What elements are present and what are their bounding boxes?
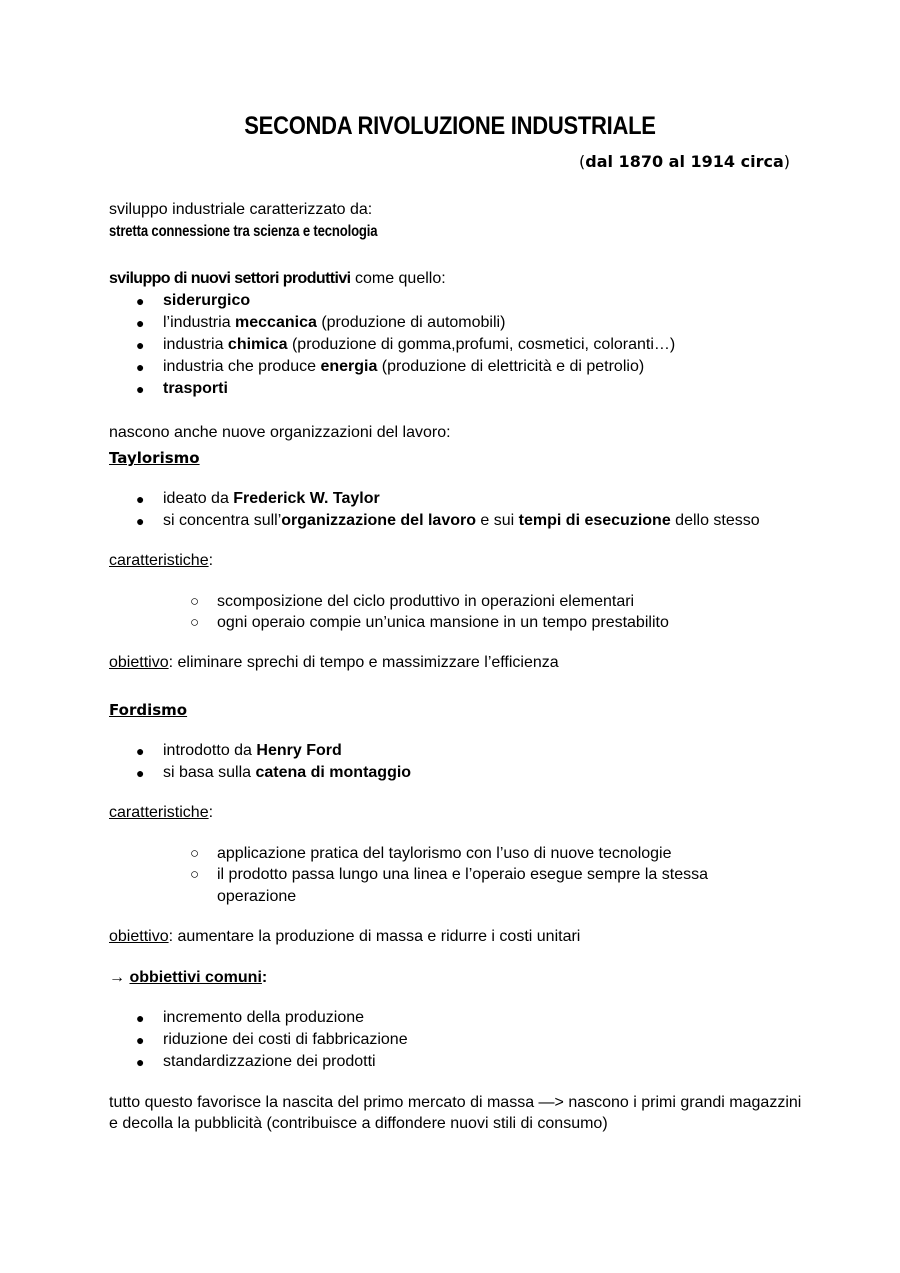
circle-bullet-icon: ○ [190, 593, 200, 610]
ford-char-label: caratteristiche: [109, 804, 214, 821]
list-item: industria chimica (produzione di gomma,profumi, cosmetici, coloranti…) [163, 336, 676, 353]
bullet-icon: ● [136, 293, 145, 309]
list-item: scomposizione del ciclo produttivo in operazioni elementari [217, 593, 635, 610]
list-item: standardizzazione dei prodotti [163, 1053, 376, 1070]
list-item: trasporti [163, 380, 228, 397]
list-item: incremento della produzione [163, 1009, 365, 1026]
list-item: si concentra sull’organizzazione del lavoro e sui tempi di esecuzione dello stesso [163, 512, 760, 529]
bullet-icon: ● [136, 337, 145, 353]
bullet-icon: ● [136, 765, 145, 781]
bullet-icon: ● [136, 1010, 145, 1026]
bullet-icon: ● [136, 491, 145, 507]
list-item: ideato da Frederick W. Taylor [163, 490, 380, 507]
page-title: SECONDA RIVOLUZIONE INDUSTRIALE [244, 112, 656, 140]
circle-bullet-icon: ○ [190, 866, 200, 883]
list-item: siderurgico [163, 292, 251, 309]
closing-paragraph: tutto questo favorisce la nascita del primo mercato di massa —> nascono i primi grandi magazzini e decolla la pubblicità (contribuisce a diffondere nuovi stili di consumo) [109, 1094, 802, 1132]
list-item: il prodotto passa lungo una linea e l’operaio esegue sempre la stessa [217, 866, 708, 883]
list-item: applicazione pratica del taylorismo con l’uso di nuove tecnologie [217, 845, 672, 862]
common-goals-heading: → obbiettivi comuni: [109, 969, 268, 986]
work-intro: nascono anche nuove organizzazioni del lavoro: [109, 424, 451, 441]
list-item: si basa sulla catena di montaggio [163, 764, 412, 781]
bullet-icon: ● [136, 381, 145, 397]
circle-bullet-icon: ○ [190, 614, 200, 631]
list-item: riduzione dei costi di fabbricazione [163, 1031, 408, 1048]
list-item: l’industria meccanica (produzione di automobili) [163, 314, 506, 331]
list-item: introdotto da Henry Ford [163, 742, 342, 759]
bullet-icon: ● [136, 1032, 145, 1048]
bullet-icon: ● [136, 359, 145, 375]
bullet-icon: ● [136, 513, 145, 529]
list-item: ogni operaio compie un’unica mansione in un tempo prestabilito [217, 614, 669, 631]
circle-bullet-icon: ○ [190, 845, 200, 862]
list-item-continuation: operazione [217, 888, 297, 905]
bullet-icon: ● [136, 1054, 145, 1070]
taylor-heading: Taylorismo [109, 449, 200, 467]
page-subtitle: (dal 1870 al 1914 circa) [579, 152, 790, 171]
ford-goal: obiettivo: aumentare la produzione di massa e ridurre i costi unitari [109, 928, 581, 945]
intro-line: sviluppo industriale caratterizzato da: [109, 201, 373, 218]
intro-emphasis: stretta connessione tra scienza e tecnologia [109, 223, 378, 240]
taylor-char-label: caratteristiche: [109, 552, 214, 569]
sectors-lead: sviluppo di nuovi settori produttivi come quello: [109, 270, 446, 287]
bullet-icon: ● [136, 743, 145, 759]
bullet-icon: ● [136, 315, 145, 331]
ford-heading: Fordismo [109, 701, 188, 719]
list-item: industria che produce energia (produzione di elettricità e di petrolio) [163, 358, 645, 375]
taylor-goal: obiettivo: eliminare sprechi di tempo e massimizzare l’efficienza [109, 654, 559, 671]
